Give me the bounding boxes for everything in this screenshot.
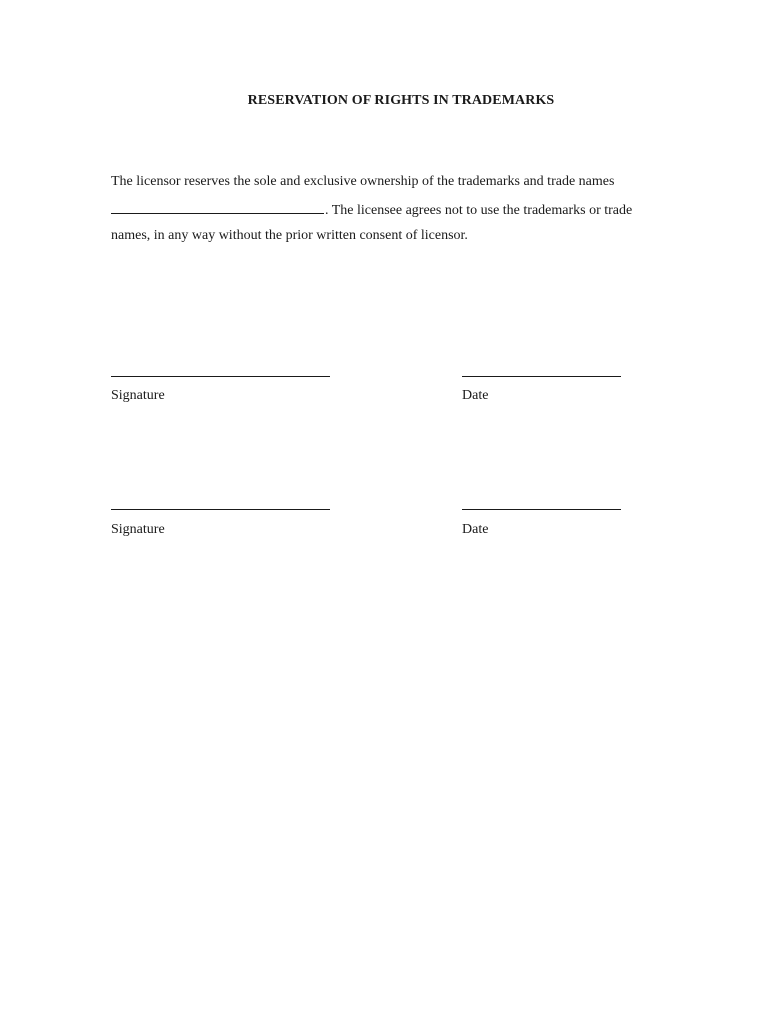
- date-line-2[interactable]: [462, 509, 621, 510]
- paragraph-line-2-text: . The licensee agrees not to use the trademarks or trade: [325, 203, 633, 218]
- signature-line-1[interactable]: [111, 376, 330, 377]
- document-title: RESERVATION OF RIGHTS IN TRADEMARKS: [247, 93, 555, 108]
- signature-line-2[interactable]: [111, 509, 330, 510]
- trade-names-blank[interactable]: [111, 201, 324, 214]
- signature-label-1: Signature: [111, 388, 165, 403]
- paragraph-line-3: names, in any way without the prior written consent of licensor.: [111, 228, 468, 243]
- signature-label-2: Signature: [111, 522, 165, 537]
- date-label-1: Date: [462, 388, 489, 403]
- date-line-1[interactable]: [462, 376, 621, 377]
- paragraph-line-1: The licensor reserves the sole and exclusive ownership of the trademarks and trade names: [111, 174, 615, 189]
- paragraph-line-2: [111, 201, 632, 219]
- date-label-2: Date: [462, 522, 489, 537]
